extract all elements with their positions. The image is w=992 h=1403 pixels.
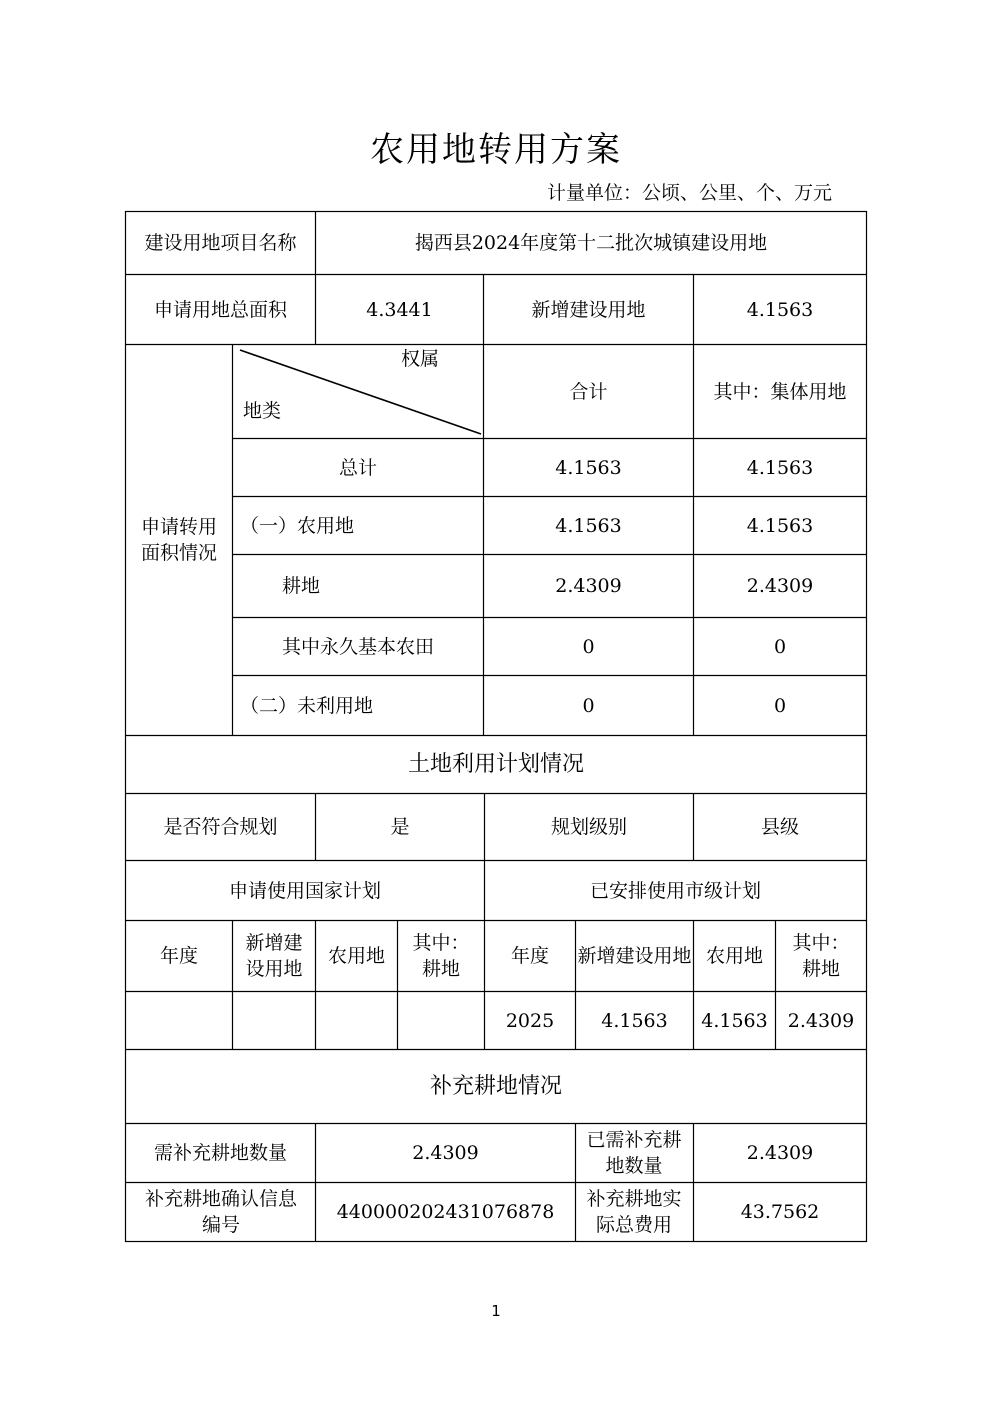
row-total-total: 4.1563 [555,456,622,479]
done-supplement-label: 已需补充耕地数量 [586,1129,682,1177]
done-supplement-value: 2.4309 [746,1142,814,1164]
new-construction-label: 新增建设用地 [531,298,646,321]
row-unused-collective: 0 [773,694,787,717]
level-label: 规划级别 [550,816,627,838]
national-value-agricultural [316,992,397,1049]
row-label-permanent-farmland: 其中永久基本农田 [282,635,435,658]
row-label-cultivated: 耕地 [282,575,321,597]
document-title: 农用地转用方案 [370,130,622,170]
supplement-section-title: 补充耕地情况 [429,1073,562,1099]
city-header-new-construction: 新增建设用地 [577,945,692,967]
actual-cost-value: 43.7562 [740,1201,820,1223]
national-plan-label: 申请使用国家计划 [228,879,381,902]
conversion-side-label: 申请转用面积情况 [140,516,217,564]
row-cultivated-total: 2.4309 [555,575,622,597]
city-header-cultivated: 其中：耕地 [792,932,850,980]
row-total-collective: 4.1563 [746,456,814,479]
national-header-cultivated: 其中：耕地 [412,932,470,980]
confirm-number-label: 补充耕地确认信息编号 [144,1188,297,1236]
row-permanent-collective: 0 [773,635,787,658]
col-header-collective: 其中：集体用地 [713,380,847,403]
actual-cost-label: 补充耕地实际总费用 [586,1188,682,1236]
diag-header-ownership: 权属 [400,348,439,370]
plan-section-title: 土地利用计划情况 [407,751,584,777]
row-label-agricultural: （一）农用地 [240,514,355,537]
conform-value: 是 [390,816,410,838]
national-header-new-construction: 新增建设用地 [245,932,303,980]
city-plan-label: 已安排使用市级计划 [589,879,761,902]
national-value-new-construction [233,992,315,1049]
national-value-cultivated [398,992,484,1049]
city-value-cultivated: 2.4309 [787,1009,855,1032]
row-agricultural-total: 4.1563 [555,514,622,537]
diag-header-landtype: 地类 [242,400,281,422]
new-construction-value: 4.1563 [746,298,814,321]
unit-note: 计量单位：公顷、公里、个、万元 [546,182,832,204]
project-name-value: 揭西县2024年度第十二批次城镇建设用地 [414,232,768,254]
row-permanent-total: 0 [582,635,595,658]
confirm-number-value: 440000202431076878 [336,1201,555,1223]
national-header-year: 年度 [159,945,198,967]
national-value-year [126,992,232,1049]
row-agricultural-collective: 4.1563 [746,514,814,537]
city-value-new-construction: 4.1563 [601,1009,668,1032]
city-value-year: 2025 [505,1009,555,1032]
national-header-agricultural: 农用地 [327,945,385,967]
level-value: 县级 [760,816,799,838]
city-header-agricultural: 农用地 [705,945,763,967]
need-supplement-value: 2.4309 [412,1142,479,1164]
row-cultivated-collective: 2.4309 [746,575,814,597]
page-number: 1 [491,1302,501,1320]
conform-label: 是否符合规划 [163,816,278,838]
total-area-value: 4.3441 [366,298,433,321]
row-unused-total: 0 [582,694,595,717]
total-area-label: 申请用地总面积 [153,298,287,321]
col-header-total: 合计 [569,380,608,403]
city-header-year: 年度 [510,945,549,967]
city-value-agricultural: 4.1563 [701,1009,768,1032]
need-supplement-label: 需补充耕地数量 [153,1142,287,1164]
project-name-label: 建设用地项目名称 [144,232,297,254]
row-label-total: 总计 [338,456,377,479]
row-label-unused: （二）未利用地 [240,694,374,717]
